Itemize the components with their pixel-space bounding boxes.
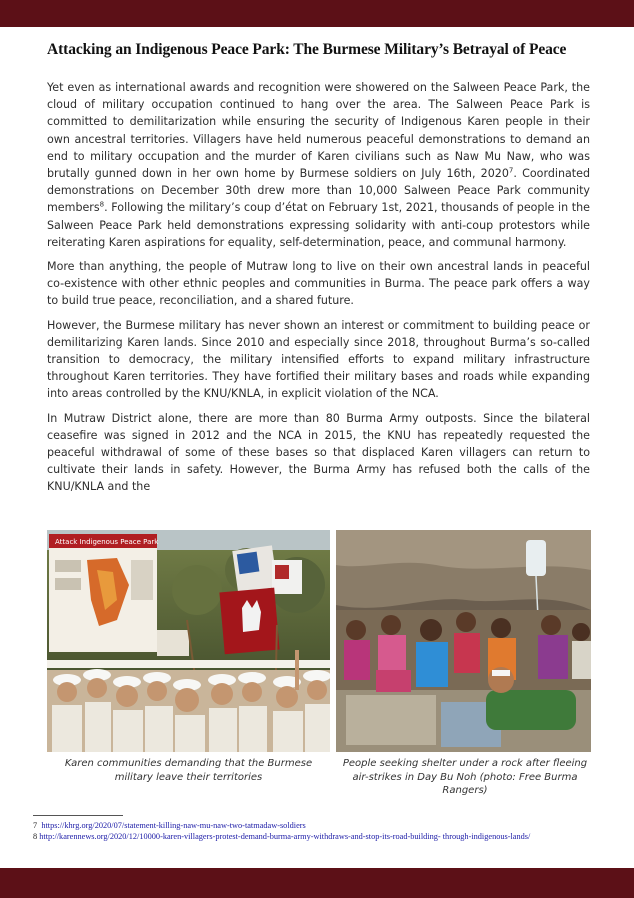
- caption-shelter: People seeking shelter under a rock after fleeing air-strikes in Day Bu Noh (photo: Free Burma Rangers): [342, 758, 588, 796]
- footnotes: [33, 820, 603, 842]
- poster-title: Attack Indigenous Peace Park: [55, 538, 159, 546]
- footnote-7: [33, 820, 603, 831]
- footnote-8-number: 8: [33, 832, 38, 841]
- photo-shelter-under-rock: [336, 530, 591, 752]
- footnote-7-link[interactable]: https://khrg.org/2020/07/statement-killing-naw-mu-naw-two-tatmadaw-soldiers: [41, 821, 306, 830]
- top-band: [0, 0, 634, 27]
- footnote-ref-7[interactable]: 7: [508, 166, 514, 175]
- paragraph-1-part-a: Yet even as international awards and recognition were showered on the Salween Peace Park, the cloud of military occupation continued to hang over the area. The Salween Peace Park is committed to demilitarization while ensuring the security of Indigenous Karen people in their own ancestral territories. Villagers have held numerous peaceful demonstrations to demand an end to military occupation and the murder of Karen civilians such as Naw Mu Naw, who was brutally gunned down in her own home by Burmese soldiers on July 16th, 2020: [47, 81, 590, 181]
- paragraph-1: [47, 79, 590, 251]
- footnote-7-number: 7: [33, 821, 38, 830]
- footnote-divider: [33, 815, 123, 816]
- paragraph-1-part-c: . Following the military’s coup d’état on February 1st, 2021, thousands of people in the Salween Peace Park held demonstrations expressing solidarity with anti-coup protestors while reiterating Karen aspirations for equality, self-determination, peace, and communal harmony.: [47, 201, 590, 249]
- paragraph-4: In Mutraw District alone, there are more than 80 Burma Army outposts. Since the bilateral ceasefire was signed in 2012 and the NCA in 2015, the KNU has repeatedly requested the peaceful withdrawal of some of these bases so that displaced Karen villagers can return to cultivate their lands in safety. However, the Burma Army has refused both the calls of the KNU/KNLA and the: [47, 411, 590, 494]
- paragraph-3: However, the Burmese military has never shown an interest or commitment to building peace or demilitarizing Karen lands. Since 2010 and especially since 2018, throughout Burma’s so-called transition to democracy, the military intensified efforts to expand military infrastructure throughout Karen territories. They have fortified their military bases and roads while expanding into areas controlled by the KNU/KNLA, in explicit violation of the NCA.: [47, 318, 590, 401]
- footnote-8-link[interactable]: http://karennews.org/2020/12/10000-karen-villagers-protest-demand-burma-army-withdraws-and-stop-its-road-building- through-indigenous-lands/: [39, 832, 531, 841]
- caption-demonstration: Karen communities demanding that the Burmese military leave their territories: [64, 758, 313, 783]
- footnote-ref-8[interactable]: 8: [99, 200, 105, 209]
- article-body: [47, 79, 590, 503]
- photo-demonstration: [47, 530, 330, 752]
- paragraph-1-part-b: . Coordinated demonstrations on December 30th drew more than 10,000 Salween Peace Park community members: [47, 167, 590, 215]
- page-title: Attacking an Indigenous Peace Park: The Burmese Military’s Betrayal of Peace: [47, 41, 567, 58]
- paragraph-2: More than anything, the people of Mutraw long to live on their own ancestral lands in peaceful co-existence with other ethnic peoples and communities in Burma. The peace park offers a way to build true peace, reconciliation, and a shared future.: [47, 260, 590, 308]
- footnote-8: [33, 831, 603, 842]
- bottom-band: [0, 868, 634, 898]
